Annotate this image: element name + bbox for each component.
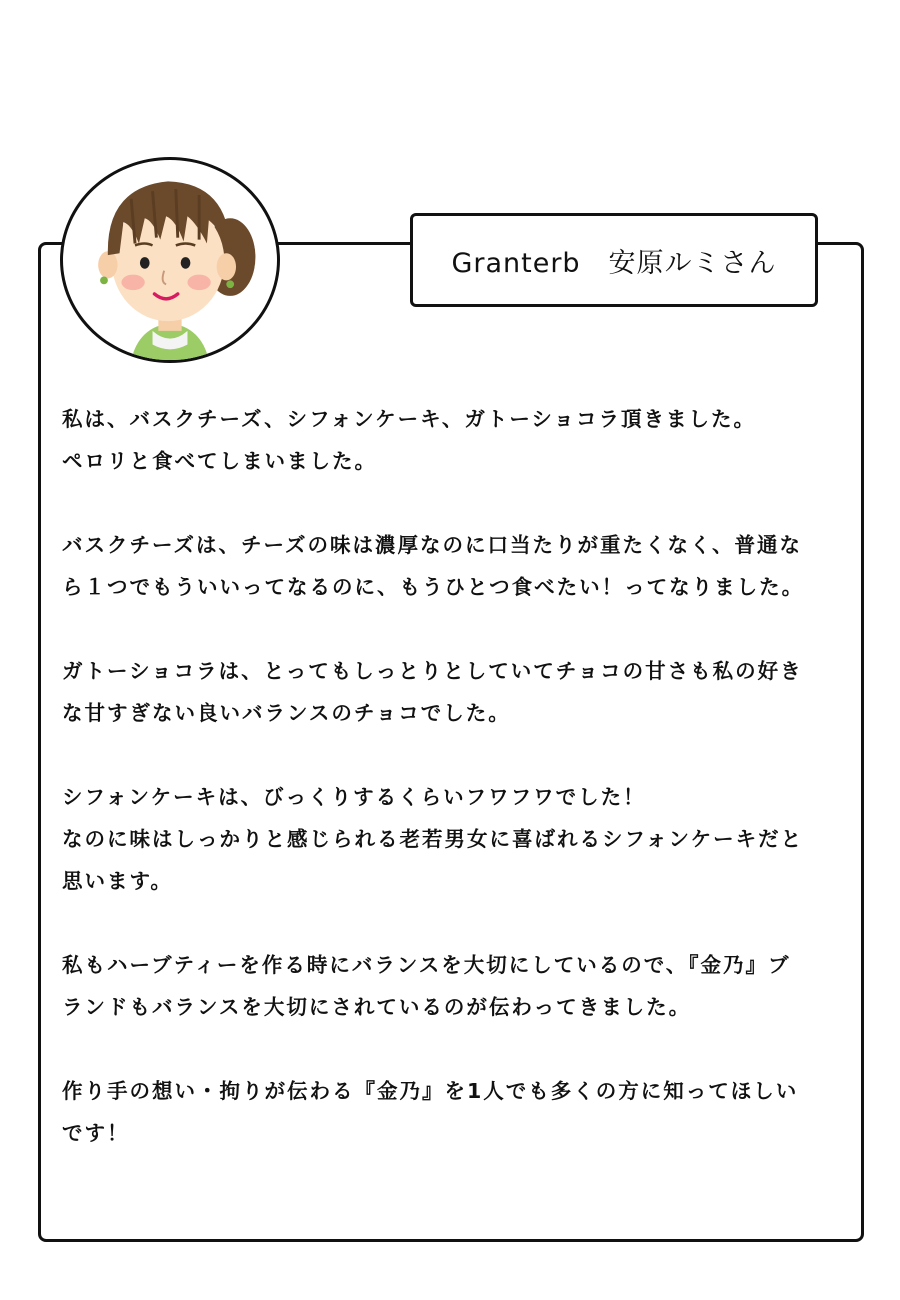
reviewer-avatar bbox=[60, 157, 280, 363]
review-line: ら１つでもういいってなるのに、もうひとつ食べたい！ってなりました。 bbox=[62, 575, 805, 599]
review-line: な甘すぎない良いバランスのチョコでした。 bbox=[62, 701, 511, 725]
review-line: です！ bbox=[62, 1121, 130, 1145]
review-text bbox=[62, 398, 862, 1196]
review-line: バスクチーズは、チーズの味は濃厚なのに口当たりが重たくなく、普通な bbox=[62, 533, 803, 557]
review-line: 私もハーブティーを作る時にバランスを大切にしているので、『金乃』ブ bbox=[62, 953, 791, 977]
review-line: 私は、バスクチーズ、シフォンケーキ、ガトーショコラ頂きました。 bbox=[62, 407, 757, 431]
review-line: なのに味はしっかりと感じられる老若男女に喜ばれるシフォンケーキだと bbox=[62, 827, 804, 851]
review-line: 作り手の想い・拘りが伝わる『金乃』を1人でも多くの方に知ってほしい bbox=[62, 1079, 799, 1103]
review-paragraph-3 bbox=[62, 650, 862, 734]
review-paragraph-4 bbox=[62, 776, 862, 902]
review-paragraph-2 bbox=[62, 524, 862, 608]
review-paragraph-6 bbox=[62, 1070, 862, 1154]
review-line: ペロリと食べてしまいました。 bbox=[62, 449, 377, 473]
review-line: シフォンケーキは、びっくりするくらいフワフワでした！ bbox=[62, 785, 646, 809]
review-paragraph-1 bbox=[62, 398, 862, 482]
review-paragraph-5 bbox=[62, 944, 862, 1028]
reviewer-name-label: Granterb 安原ルミさん bbox=[410, 213, 818, 307]
review-line: ランドもバランスを大切にされているのが伝わってきました。 bbox=[62, 995, 692, 1019]
review-line: ガトーショコラは、とってもしっとりとしていてチョコの甘さも私の好き bbox=[62, 659, 803, 683]
woman-portrait-icon bbox=[63, 160, 277, 360]
review-line: 思います。 bbox=[62, 869, 173, 893]
